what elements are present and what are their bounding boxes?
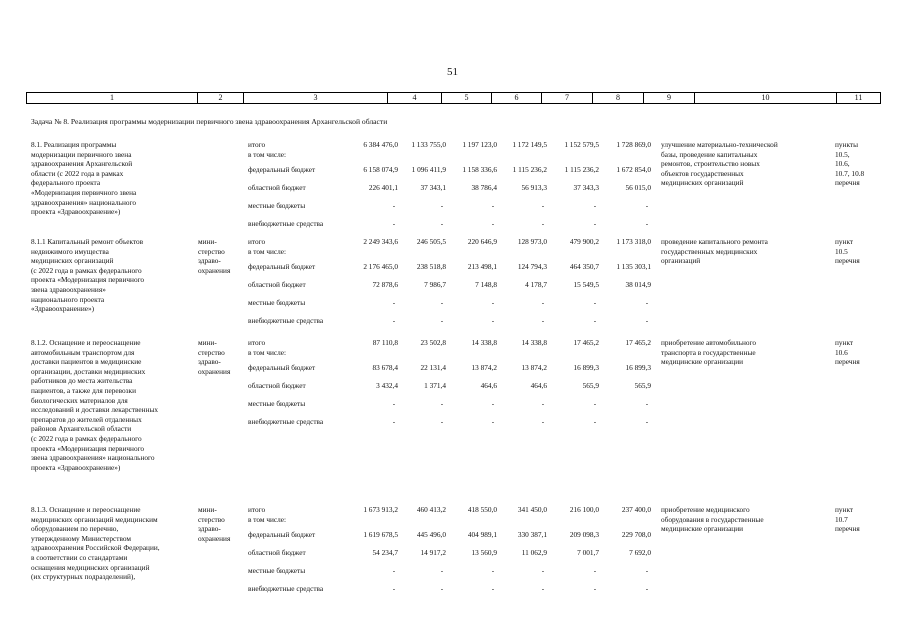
activity-name-line: оборудованием по перечню,: [31, 524, 119, 534]
value-cell: 1 371,4: [424, 381, 446, 390]
value-cell: 209 098,3: [569, 530, 599, 539]
executor-line: мини-: [198, 338, 217, 347]
activity-name-line: (с 2022 года в рамках федерального: [31, 265, 142, 275]
empty-value-dash: -: [645, 298, 649, 307]
value-cell: 220 646,9: [467, 237, 497, 246]
value-cell: 237 400,0: [621, 505, 651, 514]
empty-value-dash: -: [440, 399, 444, 408]
activity-name-line: биологических материалов для: [31, 395, 128, 405]
activity-name-line: проекта «Модернизация первичного: [31, 443, 145, 453]
value-cell: 226 401,1: [368, 183, 398, 192]
value-cell: 14 917,2: [420, 548, 446, 557]
empty-value-dash: -: [440, 298, 444, 307]
value-cell: 15 549,5: [573, 280, 599, 289]
value-cell: 341 450,0: [517, 505, 547, 514]
activity-name-line: 8.1.3. Оснащение и переоснащение: [31, 505, 141, 514]
budget-label-extrabudgetary: внебюджетные средства: [248, 316, 324, 325]
empty-value-dash: -: [491, 219, 495, 228]
value-cell: 479 900,2: [569, 237, 599, 246]
activity-name-line: звена здравоохранения»: [31, 285, 106, 294]
activity-name-line: «Модернизация первичного звена: [31, 188, 137, 197]
empty-value-dash: -: [541, 201, 545, 210]
activity-name-line: модернизации первичного звена: [31, 149, 132, 159]
header-col-11: 11: [854, 93, 863, 102]
executor-line: здраво-: [198, 256, 221, 266]
empty-value-dash: -: [392, 316, 396, 325]
value-cell: 17 465,2: [573, 338, 599, 347]
empty-value-dash: -: [491, 417, 495, 426]
points-line: пункты: [835, 140, 858, 149]
value-cell: 1 115 236,2: [512, 165, 547, 174]
budget-label-federal: федеральный бюджет: [248, 262, 316, 271]
budget-label-federal: федеральный бюджет: [248, 530, 316, 539]
empty-value-dash: -: [440, 316, 444, 325]
activity-name-line: районов Архангельской области: [31, 424, 132, 434]
points-line: 10.6,: [835, 159, 850, 169]
value-cell: 23 502,8: [420, 338, 446, 347]
activity-name-line: исследований и доставки лекарственных: [31, 405, 159, 415]
value-cell: 6 158 074,9: [363, 165, 398, 174]
budget-label-local: местные бюджеты: [248, 201, 306, 210]
value-cell: 1 172 149,5: [512, 140, 547, 149]
activity-name-line: оснащения медицинских организаций: [31, 562, 150, 572]
empty-value-dash: -: [541, 316, 545, 325]
value-cell: 1 619 678,5: [363, 530, 398, 539]
empty-value-dash: -: [645, 399, 649, 408]
result-line: медицинские организации: [661, 357, 744, 367]
empty-value-dash: -: [541, 298, 545, 307]
budget-label-total: итого: [248, 140, 266, 149]
activity-name-line: здравоохранения Российской Федерации,: [31, 543, 160, 553]
empty-value-dash: -: [541, 219, 545, 228]
activity-name-line: автомобильным транспортом для: [31, 347, 135, 357]
result-line: медицинские организации: [661, 524, 744, 534]
empty-value-dash: -: [593, 566, 597, 575]
executor-line: охранения: [198, 533, 231, 543]
value-cell: 11 062,9: [521, 548, 547, 557]
empty-value-dash: -: [645, 316, 649, 325]
budget-label-regional: областной бюджет: [248, 548, 306, 557]
value-cell: 7 148,8: [475, 280, 497, 289]
budget-label-total: итого: [248, 505, 266, 514]
empty-value-dash: -: [541, 399, 545, 408]
value-cell: 229 708,0: [621, 530, 651, 539]
empty-value-dash: -: [645, 417, 649, 426]
empty-value-dash: -: [392, 219, 396, 228]
budget-label-regional: областной бюджет: [248, 280, 306, 289]
value-cell: 38 786,4: [471, 183, 497, 192]
empty-value-dash: -: [645, 201, 649, 210]
value-cell: 2 249 343,6: [363, 237, 398, 246]
empty-value-dash: -: [440, 584, 444, 593]
budget-label-extrabudgetary: внебюджетные средства: [248, 219, 324, 228]
value-cell: 124 794,3: [517, 262, 547, 271]
value-cell: 14 338,8: [471, 338, 497, 347]
activity-name-line: работников до места жительства: [31, 376, 133, 386]
activity-name-line: «Здравоохранение»): [31, 304, 95, 314]
activity-name-line: организации, доставки медицинских: [31, 366, 146, 376]
executor-line: охранения: [198, 265, 231, 275]
header-col-4: 4: [388, 93, 442, 103]
value-cell: 4 178,7: [525, 280, 547, 289]
value-cell: 445 496,0: [416, 530, 446, 539]
activity-name-line: препаратов до жителей отдаленных: [31, 414, 142, 424]
value-cell: 1 133 755,0: [411, 140, 446, 149]
value-cell: 16 899,3: [625, 363, 651, 372]
executor-line: мини-: [198, 505, 217, 514]
activity-name-line: здравоохранения» национального: [31, 197, 136, 207]
value-cell: 6 384 476,0: [363, 140, 398, 149]
empty-value-dash: -: [392, 298, 396, 307]
value-cell: 54 234,7: [372, 548, 398, 557]
empty-value-dash: -: [392, 566, 396, 575]
value-cell: 1 173 318,0: [616, 237, 651, 246]
value-cell: 56 913,3: [521, 183, 547, 192]
value-cell: 246 505,5: [416, 237, 446, 246]
value-cell: 22 131,4: [420, 363, 446, 372]
value-cell: 37 343,1: [420, 183, 446, 192]
activity-name-line: проекта «Модернизация первичного: [31, 275, 145, 285]
value-cell: 1 197 123,0: [462, 140, 497, 149]
value-cell: 464 350,7: [569, 262, 599, 271]
empty-value-dash: -: [593, 399, 597, 408]
activity-name-line: медицинских организаций медицинским: [31, 514, 158, 524]
points-line: 10.5: [835, 246, 848, 256]
value-cell: 83 678,4: [372, 363, 398, 372]
activity-name-line: доставки пациентов в медицинские: [31, 357, 142, 367]
empty-value-dash: -: [491, 399, 495, 408]
header-col-6: 6: [492, 93, 542, 103]
value-cell: 38 014,9: [625, 280, 651, 289]
result-line: приобретение медицинского: [661, 505, 750, 514]
value-cell: 7 986,7: [424, 280, 446, 289]
empty-value-dash: -: [593, 219, 597, 228]
value-cell: 330 387,1: [517, 530, 547, 539]
empty-value-dash: -: [392, 417, 396, 426]
result-line: улучшение материально-технической: [661, 140, 778, 149]
value-cell: 404 989,1: [467, 530, 497, 539]
budget-label-local: местные бюджеты: [248, 298, 306, 307]
value-cell: 1 728 869,0: [616, 140, 651, 149]
value-cell: 17 465,2: [625, 338, 651, 347]
activity-name-line: (их структурных подразделений),: [31, 572, 136, 582]
budget-label-total: итого: [248, 338, 266, 347]
empty-value-dash: -: [645, 219, 649, 228]
value-cell: 238 518,8: [416, 262, 446, 271]
value-cell: 1 158 336,6: [462, 165, 497, 174]
value-cell: 1 115 236,2: [564, 165, 599, 174]
empty-value-dash: -: [593, 417, 597, 426]
value-cell: 565,9: [634, 381, 651, 390]
empty-value-dash: -: [392, 584, 396, 593]
value-cell: 460 413,2: [416, 505, 446, 514]
activity-name-line: здравоохранения Архангельской: [31, 159, 133, 169]
empty-value-dash: -: [541, 584, 545, 593]
header-col-8: 8: [593, 93, 644, 103]
value-cell: 1 152 579,5: [564, 140, 599, 149]
value-cell: 1 135 303,1: [616, 262, 651, 271]
empty-value-dash: -: [541, 417, 545, 426]
budget-label-regional: областной бюджет: [248, 183, 306, 192]
value-cell: 128 973,0: [517, 237, 547, 246]
value-cell: 565,9: [582, 381, 599, 390]
header-col-7: 7: [542, 93, 593, 103]
points-line: пункт: [835, 505, 854, 514]
points-line: 10.6: [835, 347, 848, 357]
value-cell: 1 672 854,0: [616, 165, 651, 174]
points-line: перечня: [835, 357, 860, 367]
header-col-1: 1: [27, 93, 198, 103]
result-line: базы, проведение капитальных: [661, 149, 758, 159]
activity-name-line: пациентов, а также для перевозки: [31, 386, 137, 395]
column-header-row: [26, 92, 881, 104]
value-cell: 2 176 465,0: [363, 262, 398, 271]
executor-line: мини-: [198, 237, 217, 246]
result-line: приобретение автомобильного: [661, 338, 756, 347]
budget-label-extrabudgetary: внебюджетные средства: [248, 584, 324, 593]
points-line: перечня: [835, 178, 860, 188]
executor-line: охранения: [198, 366, 231, 376]
result-line: проведение капитального ремонта: [661, 237, 768, 246]
empty-value-dash: -: [440, 417, 444, 426]
activity-name-line: 8.1. Реализация программы: [31, 140, 117, 149]
value-cell: 7 692,0: [629, 548, 651, 557]
budget-label-including: в том числе:: [248, 514, 287, 524]
result-line: ремонтов, строительство новых: [661, 159, 760, 169]
points-line: перечня: [835, 524, 860, 534]
result-line: организаций: [661, 256, 701, 266]
page-number: 51: [447, 66, 458, 78]
task-title: Задача № 8. Реализация программы модернизации первичного звена здравоохранения Архангельской области: [31, 117, 388, 126]
value-cell: 37 343,3: [573, 183, 599, 192]
result-line: медицинских организаций: [661, 178, 744, 188]
header-col-10: 10: [695, 93, 837, 103]
executor-line: стерство: [198, 514, 225, 524]
budget-label-regional: областной бюджет: [248, 381, 306, 390]
executor-line: здраво-: [198, 357, 221, 367]
empty-value-dash: -: [440, 566, 444, 575]
activity-name-line: в соответствии со стандартами: [31, 553, 128, 562]
value-cell: 1 096 411,9: [411, 165, 446, 174]
empty-value-dash: -: [645, 584, 649, 593]
budget-label-extrabudgetary: внебюджетные средства: [248, 417, 324, 426]
activity-name-line: области (с 2022 года в рамках: [31, 168, 124, 178]
result-line: государственных медицинских: [661, 246, 758, 256]
activity-name-line: проекта «Здравоохранение»): [31, 207, 121, 217]
header-col-3: 3: [244, 93, 388, 103]
header-col-2: 2: [198, 93, 244, 103]
activity-name-line: проекта «Здравоохранение»): [31, 462, 121, 472]
activity-name-line: федерального проекта: [31, 178, 101, 188]
empty-value-dash: -: [541, 566, 545, 575]
points-line: перечня: [835, 256, 860, 266]
points-line: 10.7, 10.8: [835, 168, 865, 178]
activity-name-line: недвижимого имущества: [31, 246, 109, 256]
value-cell: 13 874,2: [521, 363, 547, 372]
value-cell: 464,6: [530, 381, 547, 390]
value-cell: 1 673 913,2: [363, 505, 398, 514]
result-line: транспорта в государственные: [661, 347, 756, 357]
value-cell: 7 001,7: [577, 548, 599, 557]
activity-name-line: национального проекта: [31, 294, 105, 304]
budget-label-including: в том числе:: [248, 347, 287, 357]
budget-label-local: местные бюджеты: [248, 399, 306, 408]
points-line: пункт: [835, 338, 854, 347]
budget-label-total: итого: [248, 237, 266, 246]
empty-value-dash: -: [440, 201, 444, 210]
value-cell: 14 338,8: [521, 338, 547, 347]
budget-label-local: местные бюджеты: [248, 566, 306, 575]
empty-value-dash: -: [593, 201, 597, 210]
empty-value-dash: -: [593, 316, 597, 325]
empty-value-dash: -: [491, 201, 495, 210]
header-col-9: 9: [644, 93, 695, 103]
value-cell: 418 550,0: [467, 505, 497, 514]
header-col-5: 5: [442, 93, 492, 103]
empty-value-dash: -: [593, 298, 597, 307]
empty-value-dash: -: [593, 584, 597, 593]
activity-name-line: 8.1.2. Оснащение и переоснащение: [31, 338, 141, 347]
value-cell: 464,6: [480, 381, 497, 390]
value-cell: 16 899,3: [573, 363, 599, 372]
budget-label-including: в том числе:: [248, 149, 287, 159]
executor-line: стерство: [198, 246, 225, 256]
activity-name-line: (с 2022 года в рамках федерального: [31, 434, 142, 443]
empty-value-dash: -: [440, 219, 444, 228]
value-cell: 213 498,1: [467, 262, 497, 271]
empty-value-dash: -: [491, 584, 495, 593]
value-cell: 87 110,8: [372, 338, 398, 347]
value-cell: 56 015,0: [625, 183, 651, 192]
executor-line: стерство: [198, 347, 225, 357]
activity-name-line: 8.1.1 Капитальный ремонт объектов: [31, 237, 144, 246]
points-line: пункт: [835, 237, 854, 246]
value-cell: 13 560,9: [471, 548, 497, 557]
empty-value-dash: -: [491, 566, 495, 575]
activity-name-line: медицинских организаций: [31, 256, 114, 266]
points-line: 10.5,: [835, 149, 850, 159]
value-cell: 216 100,0: [569, 505, 599, 514]
executor-line: здраво-: [198, 524, 221, 534]
value-cell: 72 878,6: [372, 280, 398, 289]
activity-name-line: звена здравоохранения» национального: [31, 453, 155, 463]
empty-value-dash: -: [491, 298, 495, 307]
result-line: объектов государственных: [661, 168, 744, 178]
value-cell: 13 874,2: [471, 363, 497, 372]
empty-value-dash: -: [491, 316, 495, 325]
empty-value-dash: -: [645, 566, 649, 575]
budget-label-federal: федеральный бюджет: [248, 363, 316, 372]
budget-label-federal: федеральный бюджет: [248, 165, 316, 174]
value-cell: 3 432,4: [376, 381, 398, 390]
budget-label-including: в том числе:: [248, 246, 287, 256]
empty-value-dash: -: [392, 201, 396, 210]
points-line: 10.7: [835, 514, 848, 524]
empty-value-dash: -: [392, 399, 396, 408]
activity-name-line: утвержденному Министерством: [31, 533, 131, 543]
result-line: оборудования в государственные: [661, 514, 764, 524]
